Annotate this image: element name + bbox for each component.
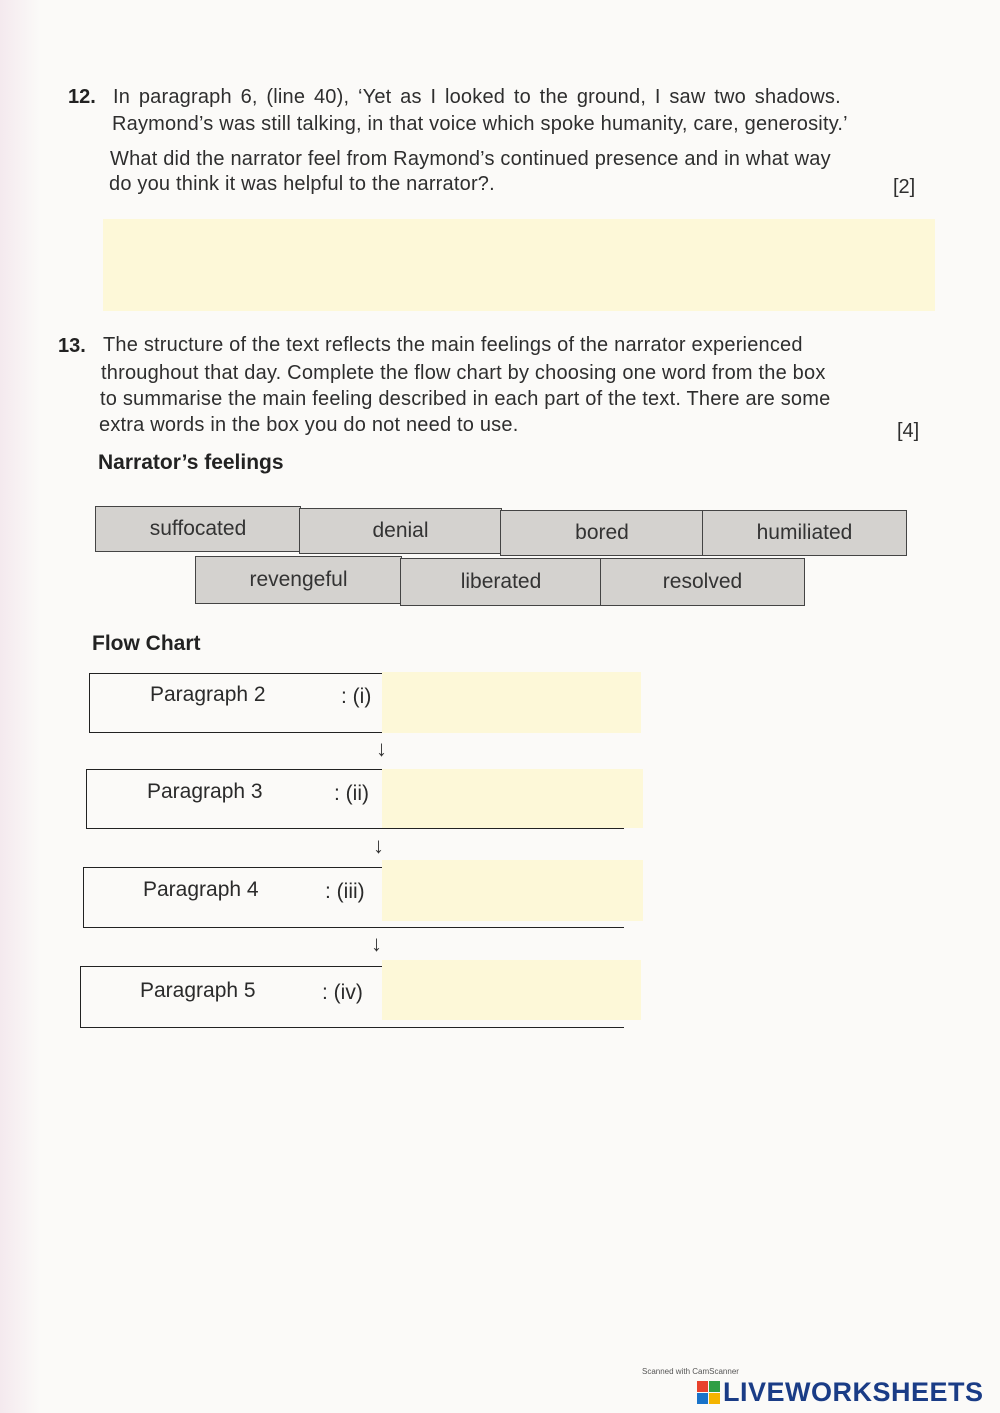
word-bored: bored <box>500 510 704 556</box>
q13-text-line-1: The structure of the text reflects the main feelings of the narrator experienced <box>103 334 803 356</box>
flow-arrow-1: ↓ <box>376 736 387 761</box>
q13-text-line-2: throughout that day. Complete the flow chart by choosing one word from the box <box>101 362 826 384</box>
word-denial: denial <box>299 508 502 554</box>
flow-answer-iv-input[interactable] <box>382 960 641 1020</box>
scanner-watermark: Scanned with CamScanner <box>642 1367 739 1376</box>
word-humiliated: humiliated <box>702 510 907 556</box>
flow-paragraph-2-label: Paragraph 2 <box>150 683 266 706</box>
flow-paragraph-4-label: Paragraph 4 <box>143 878 259 901</box>
q12-number: 12. <box>68 86 96 108</box>
flow-paragraph-3-label: Paragraph 3 <box>147 780 263 803</box>
liveworksheets-brand <box>697 1377 984 1408</box>
flow-index-iv: : (iv) <box>322 981 363 1004</box>
feelings-heading: Narrator’s feelings <box>98 451 284 474</box>
q12-question-line-1: What did the narrator feel from Raymond’s continued presence and in what way <box>110 148 831 170</box>
q12-text-line-2: Raymond’s was still talking, in that voice which spoke humanity, care, generosity.’ <box>112 113 848 135</box>
q12-marks: [2] <box>893 176 916 198</box>
flow-index-i: : (i) <box>341 685 372 708</box>
flow-index-ii: : (ii) <box>334 782 369 805</box>
q13-marks: [4] <box>897 420 920 442</box>
flow-answer-ii-input[interactable] <box>382 769 643 828</box>
q12-text-line-1: In paragraph 6, (line 40), ‘Yet as I looked to the ground, I saw two shadows. <box>113 86 841 108</box>
flow-chart-heading: Flow Chart <box>92 632 201 655</box>
flow-arrow-3: ↓ <box>371 931 382 956</box>
word-revengeful: revengeful <box>195 556 402 604</box>
flow-arrow-2: ↓ <box>373 833 384 858</box>
q12-answer-input[interactable] <box>103 219 935 311</box>
word-suffocated: suffocated <box>95 506 301 552</box>
word-liberated: liberated <box>400 558 602 606</box>
liveworksheets-brand-text: LIVEWORKSHEETS <box>723 1377 984 1407</box>
page-edge-shade <box>0 0 40 1413</box>
word-resolved: resolved <box>600 558 805 606</box>
liveworksheets-logo-icon <box>697 1381 720 1404</box>
q13-number: 13. <box>58 335 86 357</box>
flow-paragraph-5-label: Paragraph 5 <box>140 979 256 1002</box>
q13-text-line-3: to summarise the main feeling described in each part of the text. There are some <box>100 388 831 410</box>
flow-answer-i-input[interactable] <box>382 672 641 733</box>
flow-index-iii: : (iii) <box>325 880 365 903</box>
flow-answer-iii-input[interactable] <box>382 860 643 921</box>
q13-text-line-4: extra words in the box you do not need to use. <box>99 414 519 436</box>
q12-question-line-2: do you think it was helpful to the narrator?. <box>109 173 495 195</box>
